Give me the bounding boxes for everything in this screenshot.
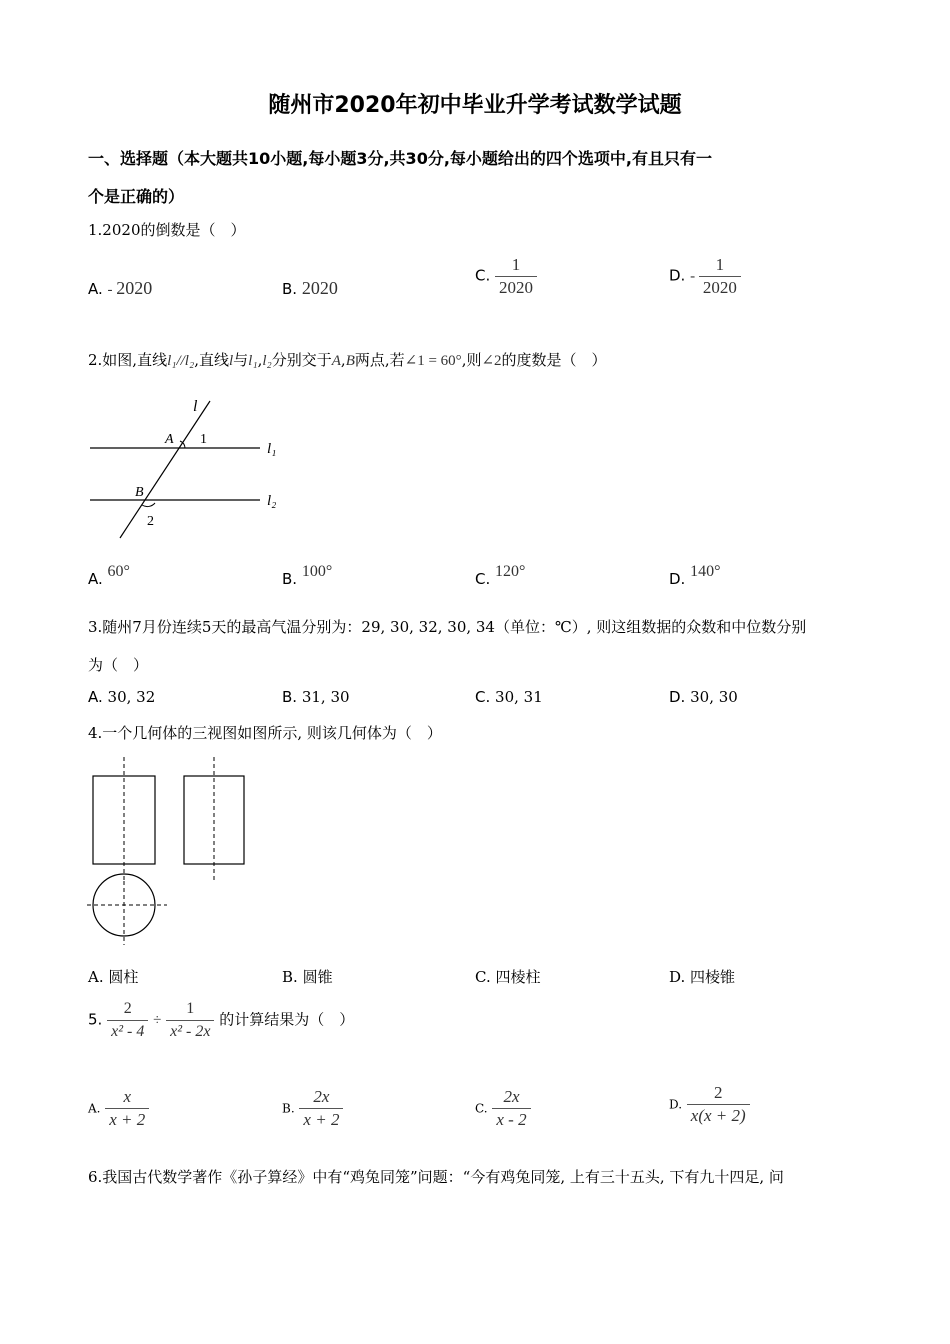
q5-option-a: A. $\frac{x}{x + 2}$ [88, 1086, 149, 1131]
q4-three-view-figure [85, 755, 255, 947]
q4-stem: 4.一个几何体的三视图如图所示, 则该几何体为（ ） [88, 724, 442, 742]
label-angle-2: 2 [147, 514, 154, 529]
fraction: $\frac{2x}{x + 2}$ [299, 1086, 343, 1131]
q3-stem-line1: 3.随州7月份连续5天的最高气温分别为：29, 30, 32, 30, 34（单位：℃）, 则这组数据的众数和中位数分别 [88, 618, 807, 636]
fraction: $\frac{2}{x(x + 2)}$ [687, 1082, 750, 1127]
q3-option-c: C. 30, 31 [475, 688, 543, 706]
q3-option-b: B. 31, 30 [282, 688, 350, 706]
q2-stem: 2.如图,直线l₁//l₂,直线l与l₁,l₂分别交于A,B两点,若∠1 = 60°,则∠2的度数是（ ） [88, 351, 607, 369]
label-l2: l₂ [267, 493, 277, 509]
q4-option-c: C. 四棱柱 [475, 968, 541, 986]
fraction: $\frac{2x}{x - 2}$ [492, 1086, 530, 1131]
q3-stem-line2: 为（ ） [88, 656, 149, 674]
fraction: $\frac{1}{2020}$ [699, 254, 741, 299]
q1-option-a: A. - 2020 [88, 278, 153, 298]
section-heading-line2: 个是正确的） [88, 187, 185, 206]
q2-option-a: A. 60° [88, 563, 130, 588]
label-l: l [193, 398, 198, 415]
q5-stem: 5. $\frac{2}{\text{x² - 4}}$ ÷ $\frac{1}{\text{x² - 2x}}$ 的计算结果为（ ） [88, 998, 354, 1043]
q3-option-d: D. 30, 30 [669, 688, 738, 706]
section-heading-line1: 一、选择题（本大题共10小题,每小题3分,共30分,每小题给出的四个选项中,有且只有一 [88, 149, 712, 168]
q4-option-d: D. 四棱锥 [669, 968, 736, 986]
label-l1: l₁ [267, 441, 277, 457]
q2-figure [85, 393, 295, 543]
q2-option-b: B. 100° [282, 563, 333, 588]
label-A: A [165, 432, 174, 447]
q4-option-a: A. 圆柱 [88, 968, 139, 986]
q1-option-c: C. $\frac{1}{2020}$ [475, 254, 537, 299]
page-title: 随州市2020年初中毕业升学考试数学试题 [268, 93, 682, 118]
q4-option-b: B. 圆锥 [282, 968, 333, 986]
fraction: $\frac{1}{\text{x² - 2x}}$ [166, 998, 214, 1043]
label-angle-1: 1 [200, 432, 207, 447]
label-B: B [135, 485, 144, 500]
q5-option-d: D. $\frac{2}{x(x + 2)}$ [669, 1082, 750, 1127]
q5-option-c: C. $\frac{2x}{x - 2}$ [475, 1086, 531, 1131]
fraction: $\frac{1}{2020}$ [495, 254, 537, 299]
q5-option-b: B. $\frac{2x}{x + 2}$ [282, 1086, 343, 1131]
q3-option-a: A. 30, 32 [88, 688, 156, 706]
q1-option-d: D. - $\frac{1}{2020}$ [669, 254, 741, 299]
q1-stem: 1.2020的倒数是（ ） [88, 221, 246, 239]
q6-stem: 6.我国古代数学著作《孙子算经》中有“鸡兔同笼”问题：“今有鸡兔同笼, 上有三十五头, 下有九十四足, 问 [88, 1168, 784, 1186]
q2-option-d: D. 140° [669, 563, 721, 588]
q1-option-b: B. 2020 [282, 278, 338, 298]
fraction: $\frac{2}{\text{x² - 4}}$ [107, 998, 148, 1043]
q2-option-c: C. 120° [475, 563, 526, 588]
fraction: $\frac{x}{x + 2}$ [105, 1086, 149, 1131]
